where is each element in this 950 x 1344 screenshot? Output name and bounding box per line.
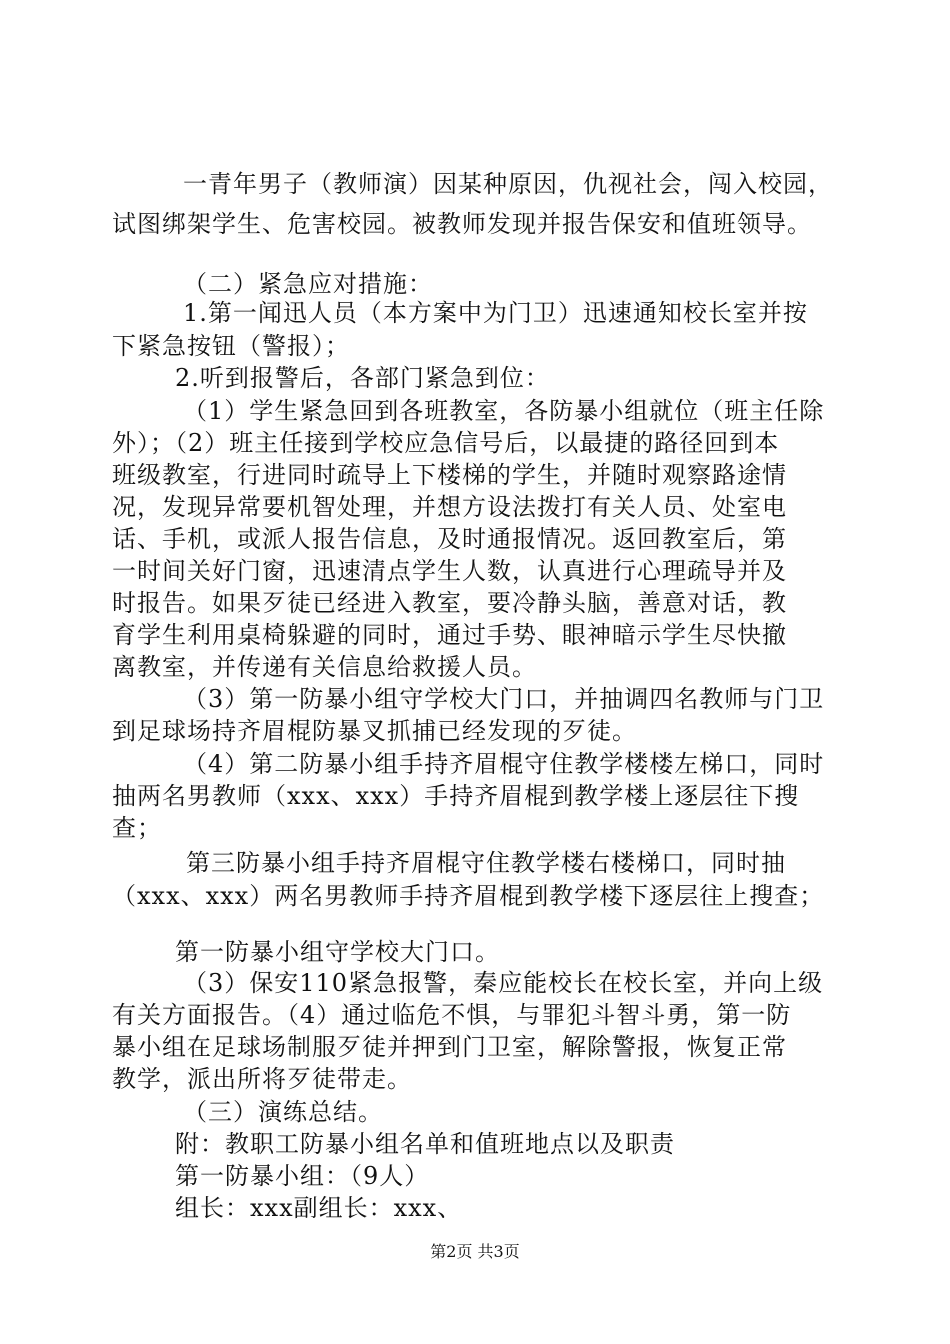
appendix-title: 附：教职工防暴小组名单和值班地点以及职责 (175, 1130, 675, 1158)
body-line-21: 第三防暴小组手持齐眉棍守住教学楼右楼梯口，同时抽 (186, 849, 786, 877)
body-line-20: 查； (112, 814, 162, 842)
body-line-16: （3）第一防暴小组守学校大门口，并抽调四名教师与门卫 (183, 685, 825, 713)
body-line-17: 到足球场持齐眉棍防暴叉抓捕已经发现的歹徒。 (112, 717, 637, 745)
body-line-15: 离教室，并传递有关信息给救援人员。 (112, 653, 537, 681)
body-line-13: 时报告。如果歹徒已经进入教室，要冷静头脑，善意对话，教 (112, 589, 787, 617)
section-heading-drill-summary: （三）演练总结。 (183, 1098, 383, 1126)
body-line-8: 外）；（2）班主任接到学校应急信号后，以最捷的路径回到本 (112, 429, 780, 457)
body-line-25: 有关方面报告。（4）通过临危不惧，与罪犯斗智斗勇，第一防 (112, 1001, 792, 1029)
page-footer: 第2页 共3页 (430, 1242, 520, 1261)
body-line-5: 下紧急按钮（警报）； (112, 332, 350, 360)
body-line-19: 抽两名男教师（xxx、xxx）手持齐眉棍到教学楼上逐层往下搜 (112, 782, 800, 810)
body-line-24: （3）保安110紧急报警，秦应能校长在校长室，并向上级 (183, 969, 824, 997)
body-line-22: （xxx、xxx）两名男教师手持齐眉棍到教学楼下逐层往上搜查； (112, 882, 825, 910)
body-line-4: 1.第一闻迅人员（本方案中为门卫）迅速通知校长室并按 (183, 299, 808, 327)
team-one-heading: 第一防暴小组：（9人） (175, 1162, 430, 1190)
body-line-23: 第一防暴小组守学校大门口。 (175, 938, 500, 966)
body-line-10: 况，发现异常要机智处理，并想方设法拨打有关人员、处室电 (112, 493, 787, 521)
body-line-2: 试图绑架学生、危害校园。被教师发现并报告保安和值班领导。 (112, 210, 812, 238)
body-line-12: 一时间关好门窗，迅速清点学生人数，认真进行心理疏导并及 (112, 557, 787, 585)
team-one-leaders: 组长：xxx副组长：xxx、 (175, 1194, 463, 1222)
body-line-18: （4）第二防暴小组手持齐眉棍守住教学楼楼左梯口，同时 (183, 750, 825, 778)
body-line-11: 话、手机，或派人报告信息，及时通报情况。返回教室后，第 (112, 525, 787, 553)
body-line-7: （1）学生紧急回到各班教室，各防暴小组就位（班主任除 (183, 397, 825, 425)
body-line-27: 教学，派出所将歹徒带走。 (112, 1065, 412, 1093)
body-line-26: 暴小组在足球场制服歹徒并押到门卫室，解除警报，恢复正常 (112, 1033, 787, 1061)
body-line-6: 2.听到报警后，各部门紧急到位： (175, 364, 550, 392)
body-line-9: 班级教室，行进同时疏导上下楼梯的学生，并随时观察路途情 (112, 461, 787, 489)
body-line-1: 一青年男子（教师演）因某种原因，仇视社会，闯入校园， (183, 170, 833, 198)
body-line-14: 育学生利用桌椅躲避的同时，通过手势、眼神暗示学生尽快撤 (112, 621, 787, 649)
section-heading-emergency-measures: （二）紧急应对措施： (183, 270, 433, 298)
